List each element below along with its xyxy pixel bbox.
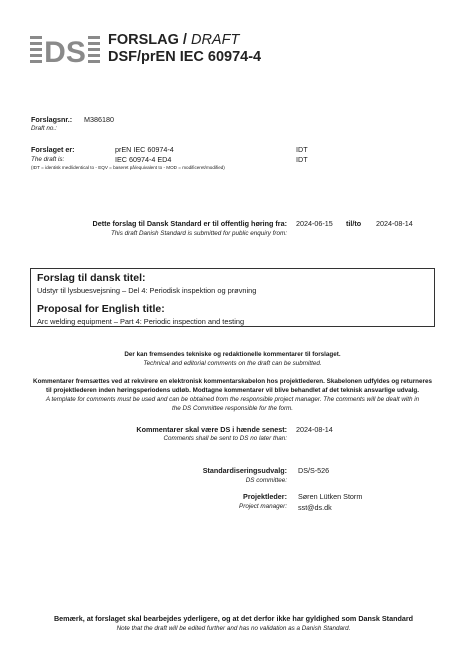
proposal-number-label-en: Draft no.: [31, 125, 57, 132]
committee-label-en: DS committee: [245, 477, 287, 484]
basis-code-2: IDT [296, 155, 308, 164]
comments-para-da-1: Kommentarer fremsættes ved at rekvirere en elektronisk kommentarskabelon hos projektlederen. Skabelonen udfyldes og returneres [33, 378, 432, 385]
manager-email[interactable]: sst@ds.dk [298, 503, 332, 512]
enquiry-from: 2024-06-15 [296, 219, 333, 228]
comments-para-en-1: A template for comments must be used and can be obtained from the responsible project manager. The comments will be dealt with in [45, 396, 420, 403]
titles-box [30, 268, 435, 327]
deadline-label: Kommentarer skal være DS i hænde senest: [136, 425, 287, 434]
title-word: FORSLAG [108, 32, 179, 48]
comments-line-en: Technical and editorial comments on the draft can be submitted. [143, 360, 322, 367]
english-title: Arc welding equipment – Part 4: Periodic inspection and testing [37, 317, 245, 326]
english-title-heading: Proposal for English title: [37, 303, 165, 315]
title-draft: DRAFT [190, 32, 240, 48]
committee-label: Standardiseringsudvalg: [202, 466, 287, 475]
document-id: DSF/prEN IEC 60974-4 [108, 49, 262, 65]
footer-note: Bemærk, at forslaget skal bearbejdes yderligere, og at det derfor ikke har gyldighed som Dansk Standard [53, 614, 414, 623]
comments-para-da-2: til projektlederen inden høringsperiodens udløb. Modtagne kommentarer vil blive behandlet af det teknisk ansvarlige udvalg. [46, 387, 419, 394]
title-separator: / [178, 32, 191, 48]
manager-label: Projektleder: [243, 492, 287, 501]
danish-title: Udstyr til lysbuesvejsning – Del 4: Periodisk inspektion og prøvning [37, 286, 257, 295]
committee-value: DS/S-526 [298, 466, 330, 475]
footer-note-en: Note that the draft will be edited further and has no validation as a Danish Standard. [116, 625, 351, 632]
basis-code-1: IDT [296, 145, 308, 154]
enquiry-to: 2024-08-14 [376, 219, 413, 228]
document-status-title [108, 32, 239, 48]
logo-text: DS [44, 36, 86, 64]
comments-para-en-2: the DS Committee responsible for the form. [171, 405, 294, 412]
manager-name: Søren Lütken Storm [298, 492, 363, 501]
basis-label: Forslaget er: [31, 145, 75, 154]
deadline-date: 2024-08-14 [296, 425, 333, 434]
basis-note: (IDT = identisk med/identical to - EQV = baseret på/equivalent to - MOD = modificeret/modified) [31, 165, 225, 170]
enquiry-label: Dette forslag til Dansk Standard er til offentlig høring fra: [92, 219, 287, 228]
deadline-label-en: Comments shall be sent to DS no later than: [163, 435, 287, 442]
proposal-number: M386180 [84, 115, 114, 124]
ds-logo [30, 34, 100, 64]
basis-value-2: IEC 60974-4 ED4 [115, 155, 172, 164]
comments-line: Der kan fremsendes tekniske og redaktionelle kommentarer til forslaget. [124, 351, 341, 358]
proposal-number-label: Forslagsnr.: [31, 115, 73, 124]
danish-title-heading: Forslag til dansk titel: [37, 272, 146, 284]
basis-label-en: The draft is: [31, 156, 65, 163]
enquiry-to-label: til/to [346, 219, 362, 228]
basis-value-1: prEN IEC 60974-4 [115, 145, 174, 154]
enquiry-label-en: This draft Danish Standard is submitted for public enquiry from: [110, 230, 287, 237]
manager-label-en: Project manager: [239, 503, 287, 510]
